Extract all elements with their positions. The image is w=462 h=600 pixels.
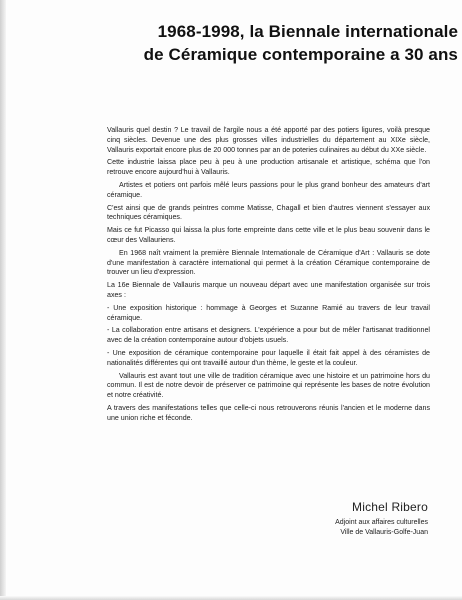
- title-line-2: de Céramique contemporaine a 30 ans: [143, 45, 458, 64]
- signatory-organization: Ville de Vallauris-Golfe-Juan: [340, 529, 428, 536]
- title-line-1: 1968-1998, la Biennale internationale: [157, 22, 458, 41]
- paragraph: La 16e Biennale de Vallauris marque un nouveau départ avec une manifestation organisée sur trois axes :: [107, 281, 430, 299]
- page-bottom-edge: [0, 596, 462, 600]
- page-left-edge: [0, 0, 6, 600]
- article-body: [107, 126, 430, 424]
- paragraph: Vallauris est avant tout une ville de tradition céramique avec une histoire et un patrimoine hors du commun. Il est de notre devoir de préserver ce patrimoine qui représente les bases de notre évolution et notre créativité.: [107, 371, 430, 400]
- paragraph: Vallauris quel destin ? Le travail de l'argile nous a été apporté par des potiers ligures, voilà presque cinq siècles. Devenue une des plus grosses villes industrielles du département au XIXe siècle, Vallauris exportait encore plus de 20 000 tonnes par an de poteries culinaires au début du XXe siècle.: [107, 126, 430, 154]
- paragraph: - Une exposition de céramique contemporaine pour laquelle il était fait appel à des céramistes de nationalités différentes qui ont travaillé autour d'un thème, le geste et la couleur.: [107, 348, 430, 367]
- paragraph: A travers des manifestations telles que celle-ci nous retrouverons réunis l'ancien et le moderne dans une union riche et féconde.: [107, 403, 430, 422]
- signatory-name: Michel Ribero: [352, 500, 428, 514]
- paragraph: C'est ainsi que de grands peintres comme Matisse, Chagall et bien d'autres viennent s'essayer aux techniques céramiques.: [107, 203, 430, 222]
- paragraph: En 1968 naît vraiment la première Biennale Internationale de Céramique d'Art : Vallauris se dote d'une manifestation à caractère international qui permet à la création Céramique contemporaine de trouver un lieu d'expression.: [107, 248, 430, 277]
- paragraph: - La collaboration entre artisans et designers. L'expérience a pour but de mêler l'artisanat traditionnel avec de la création contemporaine autour d'objets usuels.: [107, 326, 430, 345]
- signatory-role: Adjoint aux affaires culturelles: [335, 519, 428, 526]
- page-title: [28, 20, 458, 66]
- signature-block: [228, 500, 428, 538]
- paragraph: Cette industrie laissa place peu à peu à une production artisanale et artistique, schéma que l'on retrouve encore aujourd'hui à Vallauris.: [107, 158, 430, 177]
- paragraph: Mais ce fut Picasso qui laissa la plus forte empreinte dans cette ville et le plus beau souvenir dans le cœur des Vallauriens.: [107, 226, 430, 244]
- paragraph: Artistes et potiers ont parfois mêlé leurs passions pour le plus grand bonheur des amateurs d'art céramique.: [107, 180, 430, 199]
- paragraph: - Une exposition historique : hommage à Georges et Suzanne Ramié au travers de leur travail céramique.: [107, 303, 430, 322]
